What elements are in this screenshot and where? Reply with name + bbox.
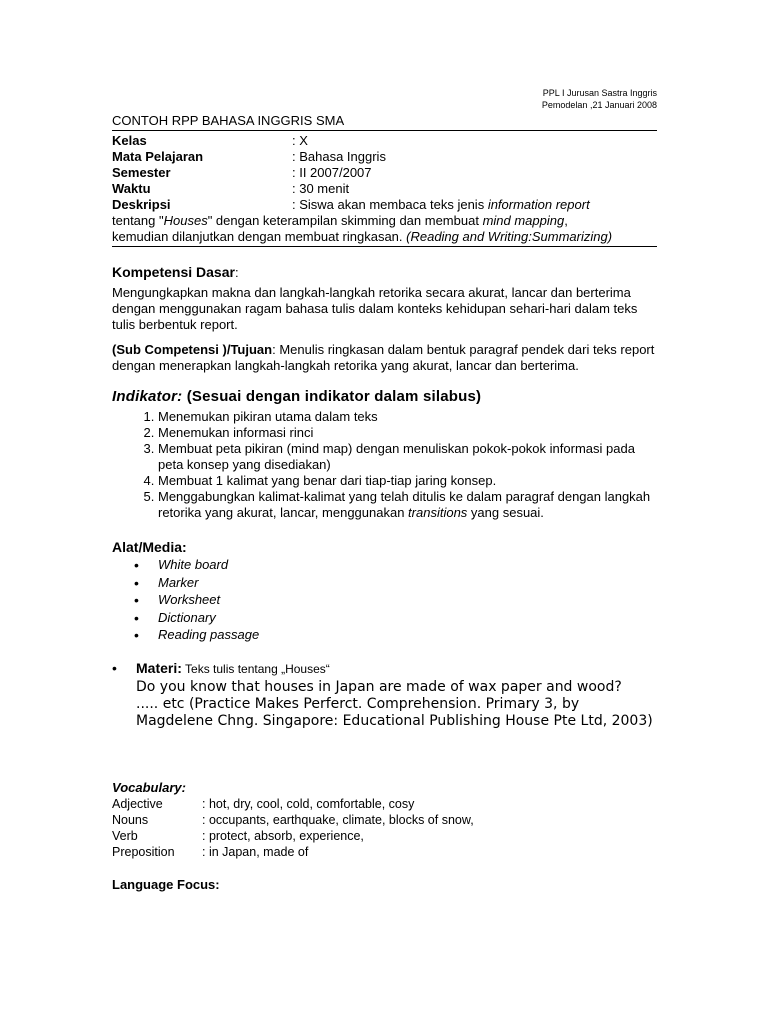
header-note	[542, 87, 657, 111]
header-note-line2: Pemodelan ,21 Januari 2008	[541, 100, 657, 110]
desc-line3	[112, 229, 657, 245]
info-row-waktu	[112, 181, 657, 197]
vocab-value: : hot, dry, cool, cold, comfortable, cosy	[202, 797, 415, 811]
desc-text: kemudian dilanjutkan dengan membuat ringkasan.	[112, 229, 407, 244]
indikator-list	[112, 409, 657, 521]
info-value: : II 2007/2007	[292, 165, 372, 180]
info-label: Deskripsi	[112, 197, 171, 212]
list-item: • Dictionary	[158, 610, 657, 628]
alat-heading: Alat/Media:	[112, 539, 187, 555]
info-value: : Bahasa Inggris	[292, 149, 386, 164]
vocab-row	[112, 844, 657, 860]
sub-competensi-heading: (Sub Competensi )/Tujuan	[112, 342, 273, 357]
language-focus-heading: Language Focus:	[112, 877, 220, 892]
desc-text: : Siswa akan membaca teks jenis	[292, 197, 488, 212]
vocab-value: : occupants, earthquake, climate, blocks of snow,	[202, 813, 474, 827]
info-label: Kelas	[112, 133, 147, 148]
header-note-line1: PPL I Jurusan Sastra Inggris	[542, 88, 657, 98]
kompetensi-heading: Kompetensi Dasar	[112, 264, 235, 280]
info-row-kelas	[112, 133, 657, 149]
vocabulary-section	[112, 780, 657, 860]
vocab-label: Nouns	[112, 813, 149, 827]
vocab-label: Adjective	[112, 797, 163, 811]
list-item: 2. Menemukan informasi rinci	[158, 425, 657, 441]
kompetensi-body: Mengungkapkan makna dan langkah-langkah retorika secara akurat, lancar dan berterima dengan menggunakan ragam bahasa tulis dalam konteks kehidupan sehari-hari dalam teks tulis berbentuk report.	[112, 285, 638, 332]
info-value	[292, 197, 657, 213]
info-bottom-divider	[112, 246, 657, 247]
materi-label: Materi:	[136, 660, 182, 676]
info-row-mata-pelajaran	[112, 149, 657, 165]
desc-text: ,	[564, 213, 568, 228]
desc-line2	[112, 213, 657, 229]
vocab-value: : in Japan, made of	[202, 845, 309, 859]
item-text: yang sesuai.	[467, 505, 544, 520]
reading-passage-line2: ..... etc (Practice Makes Perferct. Comprehension. Primary 3, by Magdelene Chng. Singapore: Educational Publishing House Pte Ltd, 2003)	[136, 696, 653, 729]
vocab-row	[112, 828, 657, 844]
vocab-row	[112, 796, 657, 812]
desc-text: " dengan keterampilan skimming dan membuat	[207, 213, 483, 228]
list-item: 1. Menemukan pikiran utama dalam teks	[158, 409, 657, 425]
info-label: Waktu	[112, 181, 151, 196]
vocabulary-heading: Vocabulary:	[112, 780, 186, 795]
info-row-deskripsi	[112, 197, 657, 213]
top-divider	[112, 130, 657, 131]
info-value: : X	[292, 133, 308, 148]
info-block	[112, 133, 657, 245]
desc-italic: (Reading and Writing:Summarizing)	[406, 229, 613, 244]
info-label: Mata Pelajaran	[112, 149, 204, 164]
info-label: Semester	[112, 165, 171, 180]
list-item: • Worksheet	[158, 592, 657, 610]
alat-list	[112, 557, 657, 645]
list-item: • White board	[158, 557, 657, 575]
list-item: 3. Membuat peta pikiran (mind map) dengan menuliskan pokok-pokok informasi pada peta konsep yang disediakan)	[158, 441, 657, 473]
reading-passage-line1: Do you know that houses in Japan are made of wax paper and wood?	[136, 679, 622, 695]
item-italic: transitions	[408, 505, 468, 520]
indikator-section	[112, 389, 657, 521]
info-value: : 30 menit	[292, 181, 350, 196]
desc-italic: information report	[487, 197, 590, 212]
desc-text: tentang "	[112, 213, 164, 228]
vocab-label: Verb	[112, 829, 138, 843]
alat-media-section	[112, 539, 657, 645]
indikator-heading: Indikator:	[112, 388, 183, 405]
list-item	[158, 489, 657, 521]
kompetensi-section	[112, 264, 657, 333]
sub-competensi-section	[112, 342, 657, 374]
info-row-semester	[112, 165, 657, 181]
document-title: CONTOH RPP BAHASA INGGRIS SMA	[112, 113, 345, 128]
vocab-label: Preposition	[112, 845, 175, 859]
vocab-row	[112, 812, 657, 828]
materi-text: Teks tulis tentang „Houses“	[181, 662, 330, 676]
list-item: 4. Membuat 1 kalimat yang benar dari tiap-tiap jaring konsep.	[158, 473, 657, 489]
sub-competensi-body: : Menulis ringkasan dalam bentuk paragraf pendek dari teks report dengan menerapkan langkah-langkah retorika yang akurat, lancar dan berterima.	[112, 342, 655, 373]
materi-section	[112, 660, 657, 730]
list-item: • Marker	[158, 575, 657, 593]
desc-italic: Houses	[163, 213, 208, 228]
kompetensi-colon: :	[234, 265, 239, 280]
vocab-value: : protect, absorb, experience,	[202, 829, 364, 843]
desc-italic: mind mapping	[482, 213, 565, 228]
indikator-heading-rest: (Sesuai dengan indikator dalam silabus)	[182, 388, 482, 405]
item-text: Menggabungkan kalimat-kalimat yang telah ditulis ke dalam paragraf dengan langkah retorika yang akurat, lancar, menggunakan	[158, 489, 651, 520]
list-item: • Reading passage	[158, 627, 657, 645]
